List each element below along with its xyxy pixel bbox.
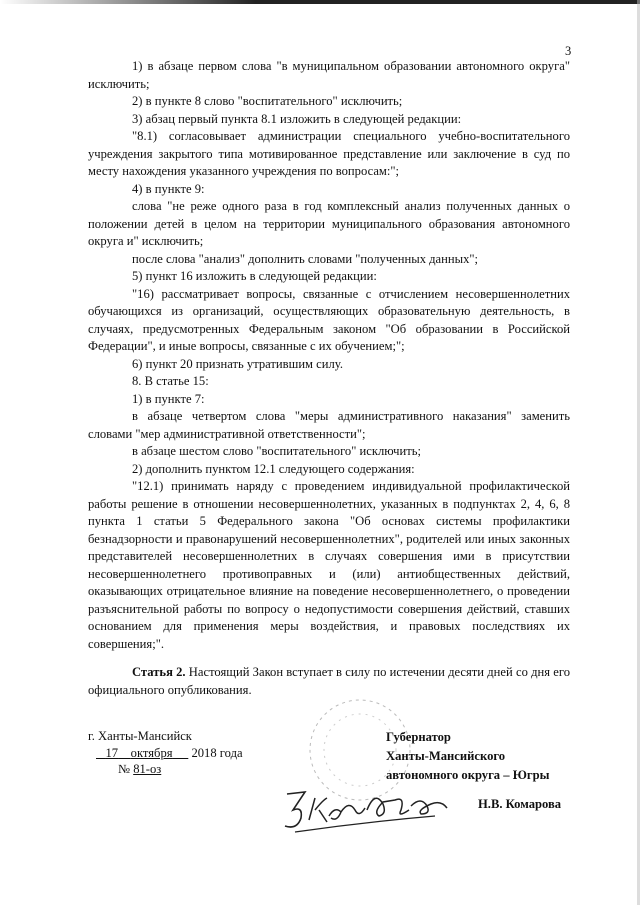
document-body <box>88 58 570 653</box>
paragraph: 2) дополнить пунктом 12.1 следующего содержания: <box>132 461 415 476</box>
law-number-value: 81-оз <box>133 762 162 776</box>
paragraph: "8.1) согласовывает администрации специального учебно-воспитательного учреждения закрытого типа мотивированное представление или заключение в суд по месту нахождения указанного учреждения по вопросам:"; <box>88 129 570 178</box>
paragraph: после слова "анализ" дополнить словами "полученных данных"; <box>132 251 479 266</box>
paragraph: 2) в пункте 8 слово "воспитательного" исключить; <box>132 94 403 108</box>
paragraph: "16) рассматривает вопросы, связанные с отчислением несовершеннолетних обучающихся из организаций, осуществляющих образовательную деятельность, в случаях, предусмотренных Федеральным законом "Об образовании в Российской Федерации", и иные вопросы, связанные с их обучением;"; <box>88 286 570 353</box>
governor-title: Губернатор Ханты-Мансийского автономного округа – Югры <box>386 730 550 782</box>
paragraph: 4) в пункте 9: <box>132 181 205 196</box>
article-2-label: Статья 2. <box>132 665 186 679</box>
paragraph: 1) в абзаце первом слова "в муниципальном образовании автономного округа" исключить; <box>88 59 570 91</box>
paragraph: 1) в пункте 7: <box>132 391 205 406</box>
paragraph: слова "не реже одного раза в год комплексный анализ полученных данных о положении детей в целом на территории муниципального образования автономного округа и" исключить; <box>88 199 570 248</box>
article-2 <box>88 663 570 699</box>
paragraph: в абзаце шестом слово "воспитательного" исключить; <box>132 444 421 458</box>
paragraph: 6) пункт 20 признать утратившим силу. <box>132 356 343 371</box>
paragraph: 8. В статье 15: <box>132 374 209 388</box>
signing-city: г. Ханты-Мансийск <box>88 729 192 743</box>
number-sign: № <box>118 762 131 776</box>
law-number <box>118 760 161 778</box>
signature <box>275 770 460 840</box>
governor-name: Н.В. Комарова <box>478 797 562 811</box>
article-2-text: Настоящий Закон вступает в силу по истечении десяти дней со дня его официального опубликования. <box>88 665 570 697</box>
paragraph: "12.1) принимать наряду с проведением индивидуальной профилактической работы решение в отношении несовершеннолетних, указанных в подпунктах 2, 4, 6, 8 пункта 1 статьи 5 Федерального закона "Об основах системы профилактики безнадзорности и правонарушений несовершеннолетних", родителей или иных законных представителей несовершеннолетних в случаях совершения ими в присутствии несовершеннолетнего противоправных и (или) антиобщественных действий, оказывающих отрицательное влияние на поведение несовершеннолетнего, о проведении разъяснительной работы по вопросу о недопустимости совершения действий, ставших основанием для применения меры воздействия, и правовых последствиях их совершения;". <box>88 479 570 651</box>
signing-year: 2018 года <box>191 746 243 760</box>
paragraph: 3) абзац первый пункта 8.1 изложить в следующей редакции: <box>132 111 462 126</box>
paragraph: в абзаце четвертом слова "меры административного наказания" заменить словами "мер административной ответственности"; <box>88 409 570 441</box>
paragraph: 5) пункт 16 изложить в следующей редакции: <box>132 269 377 283</box>
signing-month: октября <box>130 746 173 760</box>
signing-day: 17 <box>105 746 119 760</box>
page-number: 3 <box>565 44 572 58</box>
scan-edge-top <box>0 0 640 4</box>
